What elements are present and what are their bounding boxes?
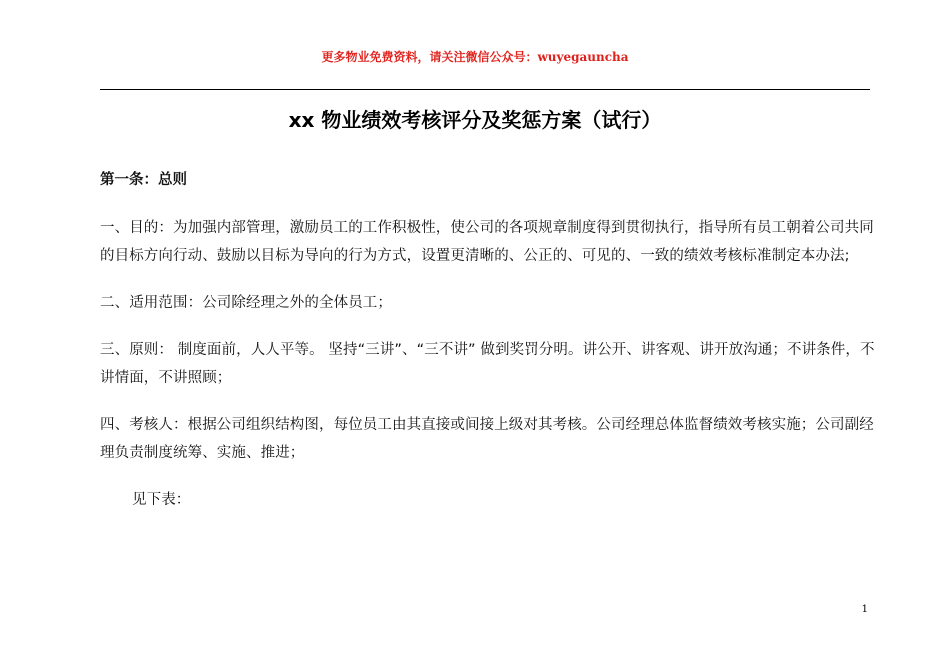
page-number: 1 xyxy=(861,604,868,615)
paragraph-assessors: 四、考核人：根据公司组织结构图，每位员工由其直接或间接上级对其考核。公司经理总体监督绩效考核实施；公司副经理负责制度统筹、实施、推进； xyxy=(100,417,874,461)
paragraph-see-table: 见下表： xyxy=(132,492,191,508)
paragraph-principles: 三、原则： 制度面前，人人平等。 坚持“三讲”、“三不讲” 做到奖罚分明。讲公开、讲客观、讲开放沟通；不讲条件，不讲情面，不讲照顾； xyxy=(100,342,875,386)
paragraph-scope: 二、适用范围：公司除经理之外的全体员工； xyxy=(100,295,392,311)
header-notice: 更多物业免费资料，请关注微信公众号：wuyegauncha xyxy=(321,50,629,64)
header-divider xyxy=(100,89,870,90)
document-body xyxy=(100,166,880,533)
document-title: xx 物业绩效考核评分及奖惩方案（试行） xyxy=(288,108,662,132)
paragraph-purpose: 一、目的：为加强内部管理，激励员工的工作积极性，使公司的各项规章制度得到贯彻执行，指导所有员工朝着公司共同的目标方向行动、鼓励以目标为导向的行为方式，设置更清晰的、公正的、可见的、一致的绩效考核标准制定本办法; xyxy=(100,220,874,264)
section-heading: 第一条：总则 xyxy=(100,172,187,188)
